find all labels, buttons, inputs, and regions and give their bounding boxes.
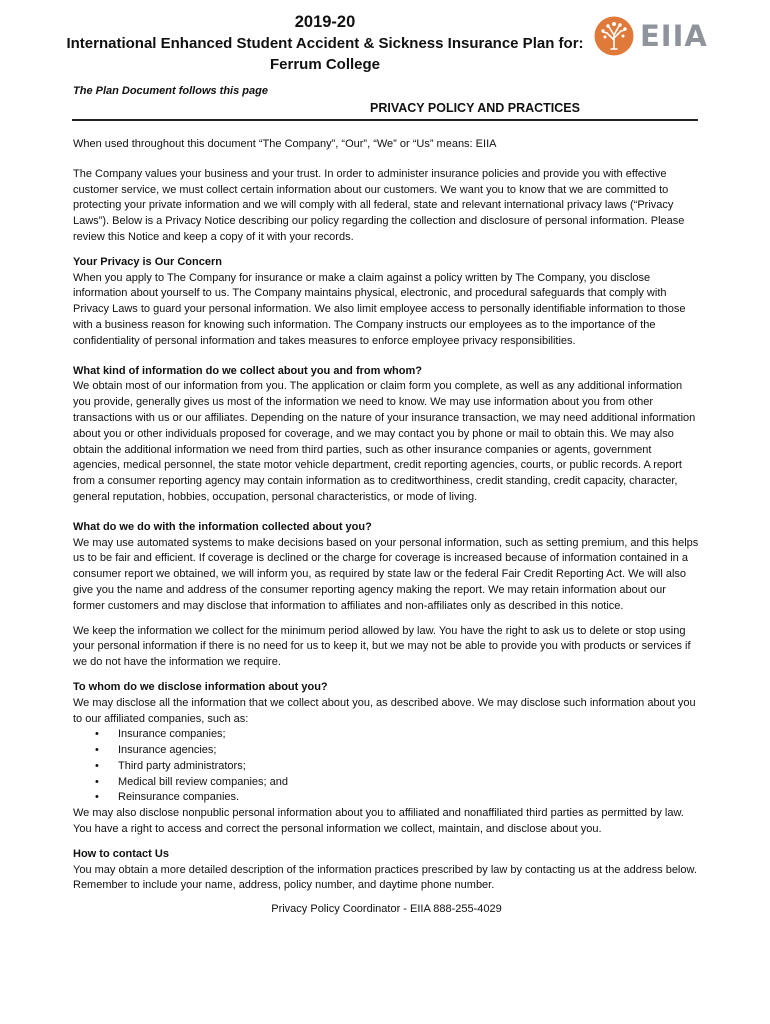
document-header [60, 12, 590, 75]
section-heading-concern: Your Privacy is Our Concern [73, 255, 222, 268]
list-item [73, 759, 700, 775]
list-item-text: Third party administrators; [118, 759, 246, 772]
privacy-coordinator-contact: Privacy Policy Coordinator - EIIA 888-255-4029 [271, 903, 502, 916]
section-heading-disclose: To whom do we disclose information about you? [73, 680, 328, 693]
list-item [73, 743, 700, 759]
list-item [73, 775, 700, 791]
bullet-icon: • [95, 744, 99, 757]
section-intro-disclose: We may disclose all the information that we collect about you, as described above. We may disclose such information about you to our affiliated companies, such as: [73, 696, 696, 725]
plan-document-note: The Plan Document follows this page [73, 85, 268, 97]
privacy-policy-heading [72, 99, 698, 121]
section-heading-contact: How to contact Us [73, 847, 169, 860]
bullet-icon: • [95, 728, 99, 741]
list-item-text: Reinsurance companies. [118, 791, 240, 804]
section-body-use: We may use automated systems to make decisions based on your personal information, such as setting premium, and this helps us to be fair and efficient. If coverage is declined or the charge for coverage is increased because of information contained in a consumer report we obtained, we will inform you, as required by state law or the federal Fair Credit Reporting Act. We will also give you the name and address of the consumer reporting agency making the report. We may retain information about our former customers and may disclose that information to affiliates and non-affiliates only as described in this notice. [73, 536, 699, 612]
company-definition: When used throughout this document “The Company”, “Our”, “We” or “Us” means: EIIA [73, 138, 497, 150]
privacy-policy-title: PRIVACY POLICY AND PRACTICES [370, 101, 580, 115]
section-heading-collect: What kind of information do we collect about you and from whom? [73, 364, 422, 377]
plan-title: International Enhanced Student Accident & Sickness Insurance Plan for: [66, 35, 584, 52]
list-item-text: Insurance agencies; [118, 744, 217, 757]
logo-wordmark: EIIA [640, 19, 708, 53]
section-body-retention: We keep the information we collect for the minimum period allowed by law. You have the right to ask us to delete or stop using your personal information if there is no need for us to keep it, but we may not be able to provide you with products or services if we do not have the information we require. [73, 624, 691, 669]
section-body-concern: When you apply to The Company for insurance or make a claim against a policy written by The Company, you disclose information about yourself to us. The Company maintains physical, electronic, and procedural safeguards that comply with Privacy Laws to guard your personal information. We also limit employee access to personally identifiable information to those with a business reason for knowing such information. The Company instructs our employees as to the importance of the confidentiality of personal information and takes measures to enforce employee privacy responsibilities. [73, 271, 686, 347]
list-item-text: Medical bill review companies; and [118, 775, 288, 788]
section-body-contact: You may obtain a more detailed description of the information practices prescribed by law by contacting us at the address below. Remember to include your name, address, policy number, and daytime phone number. [73, 863, 697, 892]
affiliated-companies-list [73, 727, 700, 806]
list-item-text: Insurance companies; [118, 728, 226, 741]
list-item [73, 727, 700, 743]
eiia-logo [594, 16, 708, 56]
tree-circle-icon [594, 16, 634, 56]
list-item [73, 790, 700, 806]
section-body-collect: We obtain most of our information from you. The application or claim form you complete, as well as any additional information you provide, generally gives us most of the information we need to know. We may use information about you from other transactions with us or our affiliates. Depending on the nature of your insurance transaction, we may need additional information about you or other individuals proposed for coverage, and we may contact you by phone or mail to obtain this. We may also obtain the additional information we need from third parties, such as other insurance companies or agents, government agencies, medical personnel, the state motor vehicle department, credit reporting agencies, courts, or public records. A report from a consumer reporting agency may contain information as to creditworthiness, credit standing, credit capacity, character, general reputation, hobbies, occupation, personal characteristics, or mode of living. [73, 380, 696, 503]
company-values-paragraph: The Company values your business and your trust. In order to administer insurance policies and provide you with effective customer service, we must collect certain information about our customers. We want you to know that we are committed to protecting your private information and we will comply with all federal, state and relevant international privacy laws (“Privacy Laws”). Below is a Privacy Notice describing our policy regarding the collection and disclosure of personal information. Please review this Notice and keep a copy of it with your records. [73, 167, 685, 243]
college-name: Ferrum College [269, 56, 381, 73]
bullet-icon: • [95, 791, 99, 804]
section-heading-use: What do we do with the information collected about you? [73, 520, 372, 533]
bullet-icon: • [95, 775, 99, 788]
privacy-policy-body [73, 137, 700, 918]
bullet-icon: • [95, 759, 99, 772]
plan-year: 2019-20 [294, 13, 356, 31]
section-outro-disclose: We may also disclose nonpublic personal information about you to affiliated and nonaffiliated third parties as permitted by law. You have a right to access and correct the personal information we collect, maintain, and disclose about you. [73, 807, 684, 836]
